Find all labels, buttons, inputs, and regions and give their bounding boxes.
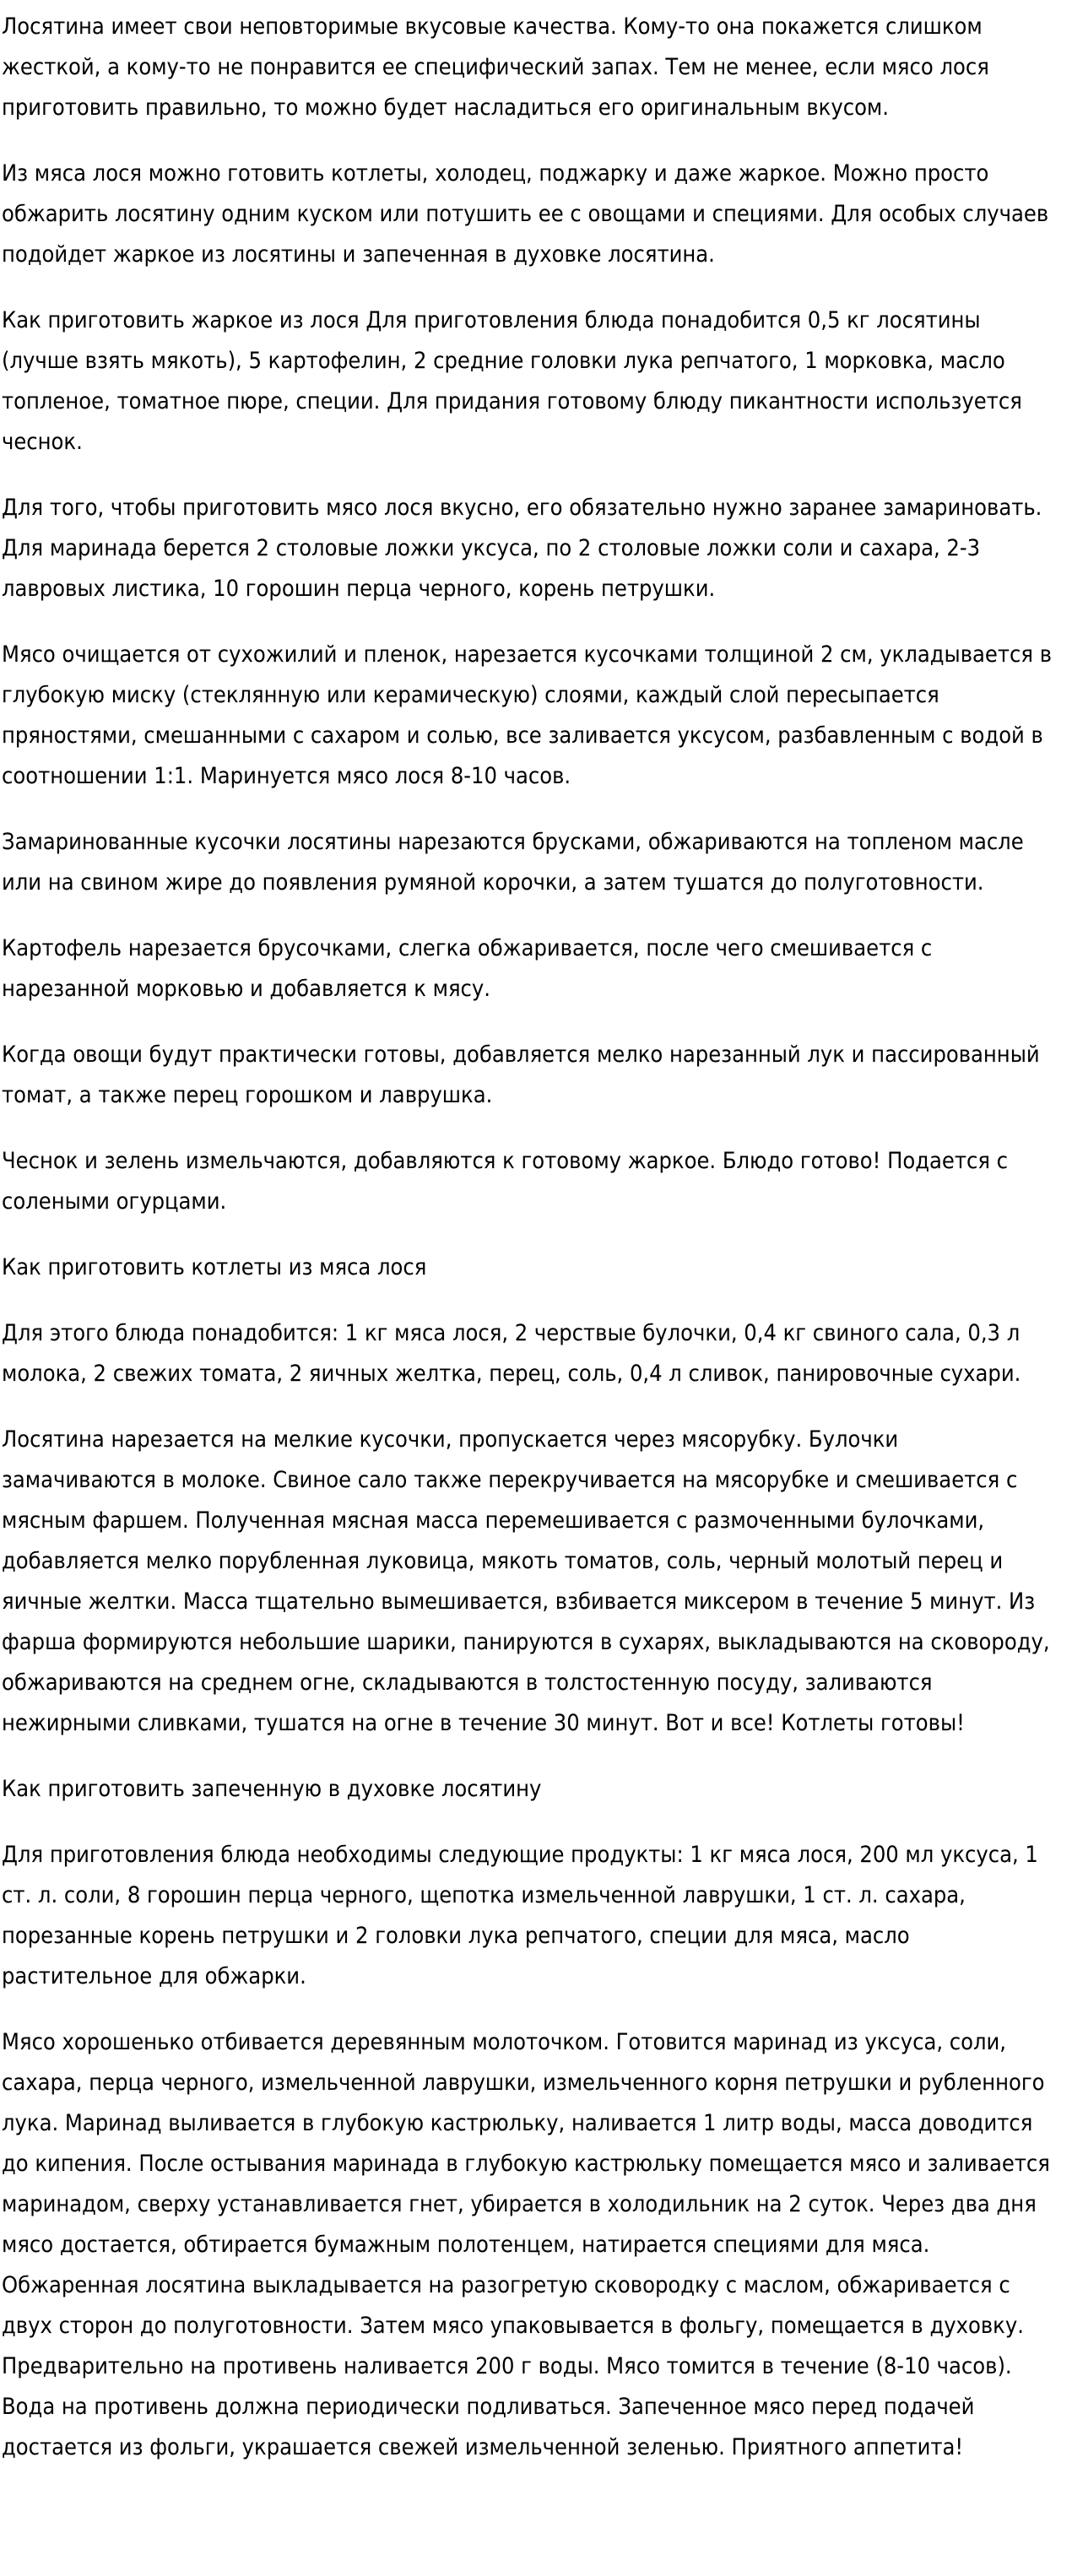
- paragraph-dishes-overview: Из мяса лося можно готовить котлеты, холодец, поджарку и даже жаркое. Можно просто обжарить лосятину одним куском или потушить ее с овощами и специями. Для особых случаев подойдет жаркое из лосятины и запеченная в духовке лосятина.: [2, 160, 1049, 268]
- paragraph-vegetables-step: Когда овощи будут практически готовы, добавляется мелко нарезанный лук и пассированный томат, а также перец горошком и лаврушка.: [2, 1042, 1040, 1108]
- paragraph-baked-heading: Как приготовить запеченную в духовке лосятину: [2, 1776, 542, 1802]
- paragraph-meat-preparation: Мясо очищается от сухожилий и пленок, нарезается кусочками толщиной 2 см, укладывается в глубокую миску (стеклянную или керамическую) слоями, каждый слой пересыпается пряностями, смешанными с сахаром и солью, все заливается уксусом, разбавленным с водой в соотношении 1:1. Маринуется мясо лося 8-10 часов.: [2, 641, 1053, 789]
- paragraph-cutlets-heading: Как приготовить котлеты из мяса лося: [2, 1254, 427, 1280]
- paragraph-roast-ingredients: Как приготовить жаркое из лося Для приготовления блюда понадобится 0,5 кг лосятины (лучше взять мякоть), 5 картофелин, 2 средние головки лука репчатого, 1 морковка, масло топленое, томатное пюре, специи. Для придания готовому блюду пикантности используется чеснок.: [2, 307, 1022, 455]
- paragraph-garlic-serving: Чеснок и зелень измельчаются, добавляются к готовому жаркое. Блюдо готово! Подается с солеными огурцами.: [2, 1148, 1009, 1215]
- paragraph-baked-method: Мясо хорошенько отбивается деревянным молоточком. Готовится маринад из уксуса, соли, сахара, перца черного, измельченной лаврушки, измельченного корня петрушки и рубленного лука. Маринад выливается в глубокую кастрюльку, наливается 1 литр воды, масса доводится до кипения. После остывания маринада в глубокую кастрюльку помещается мясо и заливается маринадом, сверху устанавливается гнет, убирается в холодильник на 2 суток. Через два дня мясо достается, обтирается бумажным полотенцем, натирается специями для мяса. Обжаренная лосятина выкладывается на разогретую сковородку с маслом, обжаривается с двух сторон до полуготовности. Затем мясо упаковывается в фольгу, помещается в духовку. Предварительно на противень наливается 200 г воды. Мясо томится в течение (8-10 часов). Вода на противень должна периодически подливаться. Запеченное мясо перед подачей достается из фольги, украшается свежей измельченной зеленью. Приятного аппетита!: [2, 2029, 1050, 2460]
- paragraph-intro: Лосятина имеет свои неповторимые вкусовые качества. Кому-то она покажется слишком жесткой, а кому-то не понравится ее специфический запах. Тем не менее, если мясо лося приготовить правильно, то можно будет насладиться его оригинальным вкусом.: [2, 14, 989, 121]
- paragraph-cutlets-method: Лосятина нарезается на мелкие кусочки, пропускается через мясорубку. Булочки замачиваются в молоке. Свиное сало также перекручивается на мясорубке и смешивается с мясным фаршем. Полученная мясная масса перемешивается с размоченными булочками, добавляется мелко порубленная луковица, мякоть томатов, соль, черный молотый перец и яичные желтки. Масса тщательно вымешивается, взбивается миксером в течение 5 минут. Из фарша формируются небольшие шарики, панируются в сухарях, выкладываются на сковороду, обжариваются на среднем огне, складываются в толстостенную посуду, заливаются нежирными сливками, тушатся на огне в течение 30 минут. Вот и все! Котлеты готовы!: [2, 1426, 1050, 1736]
- paragraph-cutlets-ingredients: Для этого блюда понадобится: 1 кг мяса лося, 2 черствые булочки, 0,4 кг свиного сала, 0,3 л молока, 2 свежих томата, 2 яичных желтка, перец, соль, 0,4 л сливок, панировочные сухари.: [2, 1320, 1021, 1387]
- paragraph-potato-step: Картофель нарезается брусочками, слегка обжаривается, после чего смешивается с нарезанной морковью и добавляется к мясу.: [2, 935, 933, 1002]
- paragraph-frying-step: Замаринованные кусочки лосятины нарезаются брусками, обжариваются на топленом масле или на свином жире до появления румяной корочки, а затем тушатся до полуготовности.: [2, 829, 1024, 896]
- paragraph-baked-ingredients: Для приготовления блюда необходимы следующие продукты: 1 кг мяса лося, 200 мл уксуса, 1 ст. л. соли, 8 горошин перца черного, щепотка измельченной лаврушки, 1 ст. л. сахара, порезанные корень петрушки и 2 головки лука репчатого, специи для мяса, масло растительное для обжарки.: [2, 1842, 1038, 1989]
- paragraph-marinade-recipe: Для того, чтобы приготовить мясо лося вкусно, его обязательно нужно заранее замариновать. Для маринада берется 2 столовые ложки уксуса, по 2 столовые ложки соли и сахара, 2-3 лавровых листика, 10 горошин перца черного, корень петрушки.: [2, 495, 1042, 602]
